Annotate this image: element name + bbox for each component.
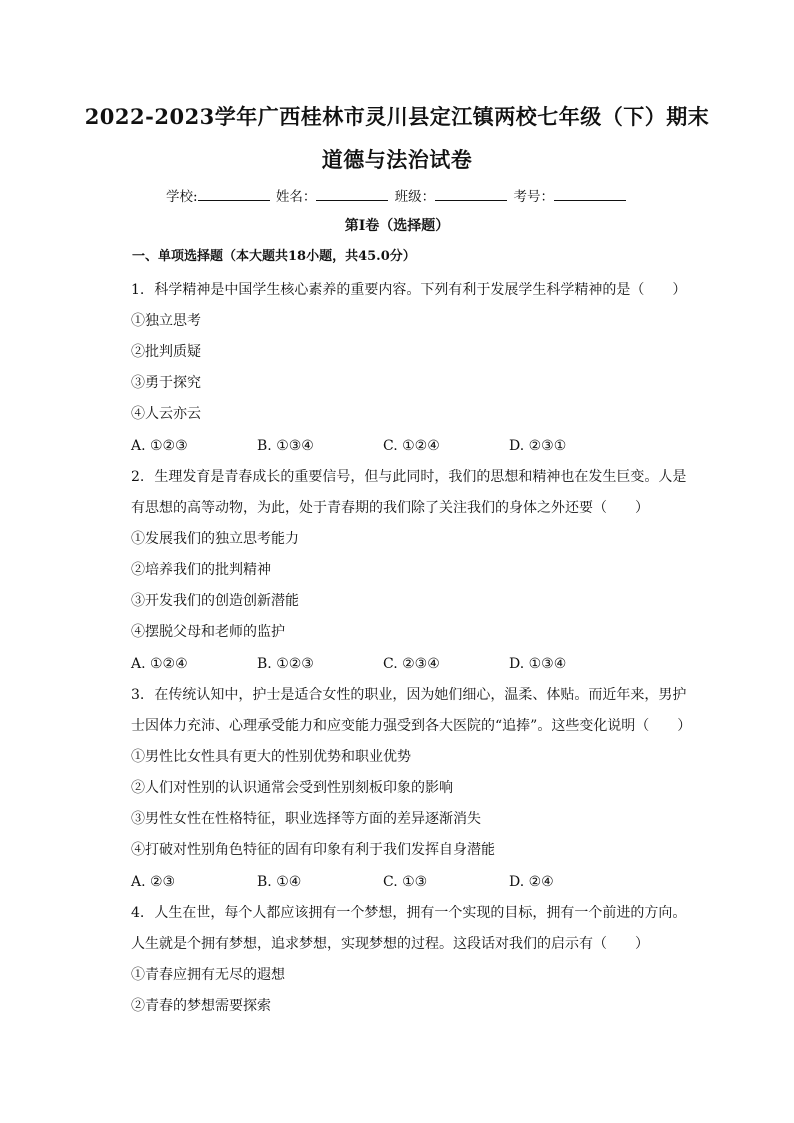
question-2-item: ①发展我们的独立思考能力 [131,531,299,547]
option-b[interactable]: B. ①③④ [257,438,314,454]
name-field[interactable] [316,188,388,201]
question-1-item: ④人云亦云 [131,406,201,422]
question-4-item: ②青春的梦想需要探索 [131,998,271,1014]
question-3-item: ②人们对性别的认识通常会受到性别刻板印象的影响 [131,780,453,796]
question-number: 2. [131,469,145,485]
question-text: 人生在世，每个人都应该拥有一个梦想，拥有一个实现的目标，拥有一个前进的方向。 [154,905,687,921]
option-a[interactable]: A. ②③ [131,874,176,890]
question-3-item: ④打破对性别角色特征的固有印象有利于我们发挥自身潜能 [131,842,495,858]
question-2-item: ②培养我们的批判精神 [131,562,271,578]
question-1-item: ③勇于探究 [131,375,201,391]
question-3-item: ③男性女性在性格特征，职业选择等方面的差异逐渐消失 [131,811,481,827]
volume-heading: 第I卷（选择题） [344,218,450,234]
name-label: 姓名： [275,189,317,205]
question-3-item: ①男性比女性具有更大的性别优势和职业优势 [131,749,411,765]
question-2-item: ③开发我们的创造创新潜能 [131,593,299,609]
question-2-item: ④摆脱父母和老师的监护 [131,624,285,640]
question-text: 科学精神是中国学生核心素养的重要内容。下列有利于发展学生科学精神的是（ ） [154,282,687,298]
question-1-stem [131,281,686,299]
option-d[interactable]: D. ①③④ [509,656,567,672]
option-c[interactable]: C. ②③④ [383,656,440,672]
question-4-stem [131,904,686,922]
question-1-item: ①独立思考 [131,313,201,329]
exam-no-field[interactable] [554,188,626,201]
class-label: 班级： [394,189,436,205]
option-b[interactable]: B. ①④ [257,874,302,890]
question-4-stem-cont: 人生就是个拥有梦想，追求梦想，实现梦想的过程。这段话对我们的启示有（ ） [131,936,649,952]
question-3-stem [131,686,686,704]
question-3-stem-cont: 士因体力充沛、心理承受能力和应变能力强受到各大医院的“追捧”。这些变化说明（ ） [131,718,692,734]
page-title-line2: 道德与法治试卷 [321,147,473,172]
page-title-line1: 2022-2023学年广西桂林市灵川县定江镇两校七年级（下）期末 [84,104,710,129]
section-heading: 一、单项选择题（本大题共18小题，共45.0分） [132,249,416,264]
option-b[interactable]: B. ①②③ [257,656,314,672]
question-4-item: ①青春应拥有无尽的遐想 [131,967,285,983]
question-2-stem [131,468,686,486]
option-a[interactable]: A. ①②③ [131,438,188,454]
question-1-item: ②批判质疑 [131,344,201,360]
question-number: 4. [131,905,145,921]
school-field[interactable] [198,188,270,201]
question-number: 1. [131,282,145,298]
option-c[interactable]: C. ①②④ [383,438,440,454]
school-label: 学校: [166,189,198,205]
question-text: 生理发育是青春成长的重要信号，但与此同时，我们的思想和精神也在发生巨变。人是 [154,469,687,485]
option-c[interactable]: C. ①③ [383,874,428,890]
option-d[interactable]: D. ②④ [509,874,554,890]
student-info-row [0,188,794,206]
class-field[interactable] [435,188,507,201]
question-2-stem-cont: 有思想的高等动物，为此，处于青春期的我们除了关注我们的身体之外还要（ ） [131,500,649,516]
option-d[interactable]: D. ②③① [509,438,567,454]
exam-no-label: 考号： [513,189,554,205]
question-number: 3. [131,687,145,703]
question-text: 在传统认知中，护士是适合女性的职业，因为她们细心，温柔、体贴。而近年来，男护 [154,687,687,703]
option-a[interactable]: A. ①②④ [131,656,188,672]
